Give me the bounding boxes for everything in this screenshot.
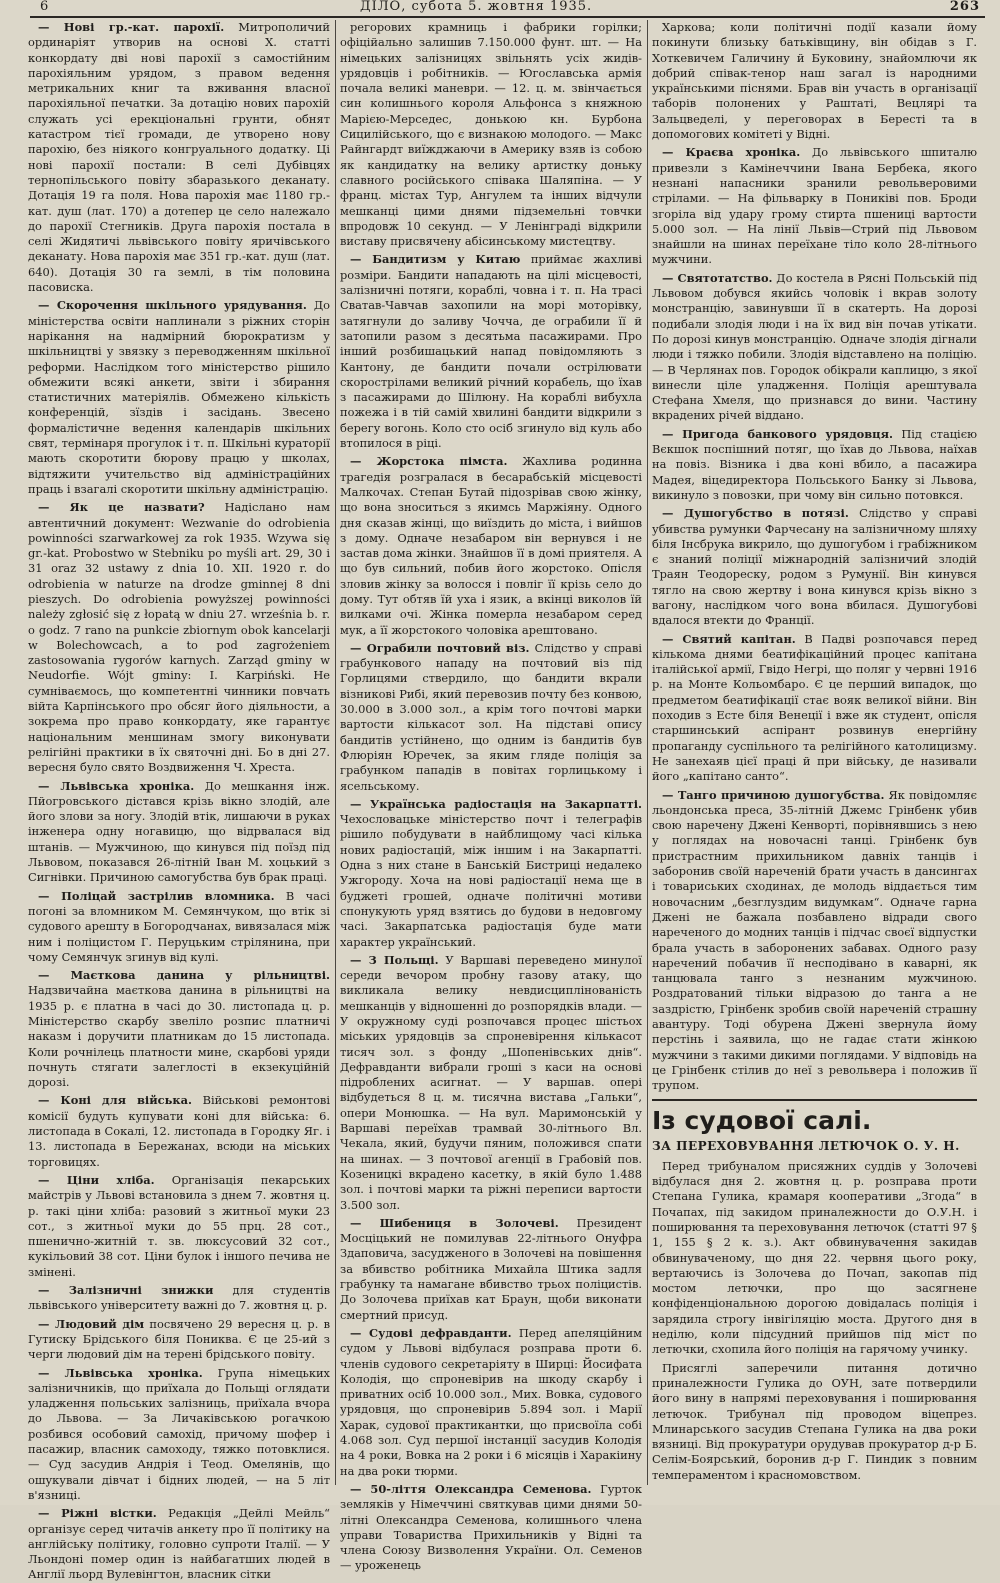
- page-number-right: 263: [949, 0, 980, 14]
- news-item-heading: — Людовий дім: [38, 1316, 145, 1331]
- news-item-heading: — Львівська хроніка.: [38, 1365, 203, 1380]
- news-item: [652, 632, 977, 785]
- news-item-heading: — Українська радіостація на Закарпатті.: [350, 796, 642, 811]
- column-2: [340, 20, 643, 1573]
- news-item: [28, 968, 330, 1090]
- page-number-left: 6: [40, 0, 50, 14]
- news-item-text: Митрополичий ординаріят утворив на основі X. статті конкордату дві нові парохії з самостійним парохіяльним урядом, з правом ведення метрикальних книг та вживання власної парохіяльної печатки. За дотацію нових парохій служать усі ерекціональні грунти, обнят катастром тієї громади, де утворено нову парохію, без ніякого конгруального додатку. Ці нові парохії постали: В селі Дубівцях тернопільського повіту збаразького деканату. Дотація 19 га поля. Нова парохія має 1180 гр.-кат. душ (лат. 170) а дотепер це село належало до парохії Стегників. Друга парохія постала в селі Жидятичі львівського повіту яричівського деканату. Нова парохія має 351 гр.-кат. душ (лат. 640). Дотація 30 га землі, в тім половина пасовиска.: [28, 20, 330, 295]
- news-item: [28, 500, 330, 775]
- news-item-text: Під стацією Вєкшок поспішний потяг, що їхав до Львова, наїхав на повіз. Візника і два коні вбило, а пасажира Мадея, віцедиректора Польського Банку зі Львова, викинуло з повозки, при чому він сильно потовкся.: [652, 426, 977, 502]
- news-item: [340, 1326, 642, 1479]
- column-3: [652, 20, 977, 1495]
- news-item: [28, 779, 330, 886]
- news-item-text: Надзвичайна маєткова данина в рільництві на 1935 р. є платна в часі до 30. листопада ц. р. Міністерство скарбу звеліло розпис платничі наказм і доручити платникам до 15 листопада. Коли рочнілець платности мине, скарбові уряди почнуть стягати залеглості в екзекуційній дорозі.: [28, 983, 330, 1090]
- news-item-heading: — Танго причиною душогубства.: [662, 787, 885, 802]
- news-item-text: Харкова; коли політичні події казали йому покинути близьку батьківщину, він обідав з Г. Хоткевичем Галичину й Буковину, знайомлючи як добрий співак-тенор наш загал із народними українськими піснями. Брав він участь в організації таборів полонених у Раштаті, Вецлярі та Зальцведелі, у переговорах в Бересті та в допомогових комітеті у Відні.: [652, 20, 977, 142]
- news-item-heading: — Ціни хліба.: [38, 1172, 155, 1187]
- news-item: [340, 20, 642, 249]
- news-item-text: Слідство у справі убивства румунки Фарчесану на залізничному шляху біля Інсбрука викрило, що душогубом і грабіжником є знаний поліції міжнародній залізничий злодій Траян Теодореску, родом з Румунії. Він кинувся тягло на свою жертву і вона кинувся крізь вікно з вагону, наслідком чого вона вбилася. Душогубові вдалося втекти до Франції.: [652, 506, 978, 628]
- news-item-text: До костела в Рясні Польській під Львовом добувся якийсь чоловік і вкрав золоту монстранцію, завинувши її в скатерть. На дорозі подибали злодія люди і на їх вид він почав утікати. По дорозі кинув монстранцію. Одначе злодія дігнали люди і тяжко побили. Злодія відставлено на поліцію. — В Черлянах пов. Городок обікрали каплицю, з якої винесли ціле уладження. Поліція арештувала Стефана Хмеля, що признався до вини. Частину вкрадених річей віддано.: [652, 270, 977, 423]
- court-paragraph: Перед трибуналом присяжних суддів у Золочеві відбулася дня 2. жовтня ц. р. розправа проти Степана Гулика, крамаря кооперативи „Згода“ в Почапах, під закидом приналежности до О.У.Н. і поширювання та переховування летючок (статті 97 § 1, 155 § 2 к. з.). Акт обвинувачення закидав обвинуваченому, що дня 22. червня цього року, вертаючись із Золочева до Почап, закопав під мостом летючки, про що засягнене конфіденціональною дорогою довідалась поліція і зарядила строгу інвігіляцію моста. Другого дня в неділю, коли підсудний прийшов під міст по летючки, схопила його поліція на гарячому учинку.: [652, 1158, 977, 1357]
- news-item-text: для студентів львівського університету важні до 7. жовтня ц. р.: [28, 1283, 330, 1313]
- news-item-heading: — Скорочення шкільного урядування.: [38, 298, 307, 313]
- court-section-heading: Із судової салі.: [652, 1099, 977, 1137]
- news-item: [28, 889, 330, 965]
- news-item-heading: — Пригода банкового урядовця.: [662, 426, 893, 441]
- news-item-heading: — Львівська хроніка.: [38, 778, 195, 793]
- news-item-heading: — Шибениця в Золочеві.: [350, 1215, 559, 1230]
- news-item: [340, 641, 642, 794]
- news-item-heading: — Бандитизм у Китаю: [350, 252, 521, 267]
- news-item-text: До міністерства освіти наплинали з ріжних сторін нарікання на надмірний бюрократизм у шкільництві у звязку з переводженням шкільної реформи. Наслідком того міністерство рішило обмежити всякі анкети, звіти і збирання статистичних матеріялів. Обмежено кількість конференцій, зїздів і засідань. Звесено формалістичне ведення календарів шкільних свят, термінаря прогулок і т. п. Шкільні кураторії мають скоротити бюрову працю у школах, відтяжити учительство від адміністраційних праць і взагалі скоротити шкільну адміністрацію.: [28, 298, 330, 496]
- news-item: [28, 1283, 330, 1314]
- news-item-heading: — 50-ліття Олександра Семенова.: [350, 1481, 592, 1496]
- news-item-text: В Падві розпочався перед кількома днями беатифікаційний процес капітана італійської армії, Гвідо Негрі, що поляг у червні 1916 р. на Монте Кольомбаро. Є це перший випадок, що предметом беатифікації стає вояк великої війни. Він походив з Есте біля Венеції і вже як студент, опісля старшинський аспірант розвинув енергійну пропаганду суспільного та релігійного католицизму. Не занехаяв цієї праці й при війську, де називали його „капітано санто“.: [652, 631, 978, 784]
- news-item-text: В часі погоні за вломником М. Семянчуком, що втік зі судового арешту в Богородчанах, вивязалася між ним і поліцистом Г. Перуцьким стрілянина, при чому Семянчук згинув від кулі.: [28, 888, 330, 964]
- news-item-text: Група німецьких залізничників, що приїхала до Польщі оглядати уладження польських залізниць, приїхала вчора до Львова. — За Личаківською рогачкою розбився особовий самохід, причому шофер і пасажир, власник самоходу, тяжко потовклися. — Суд засудив Андрія і Теод. Омелянів, що ошукували дівчат і бідних людей, — на 5 літ в'язниці.: [28, 1365, 330, 1502]
- news-item-text: Жахлива родинна трагедія розгралася в бесарабській місцевості Малкочах. Степан Бутай підозрівав свою жінку, що вона зноситься з якимсь Маржіяну. Одного дня сказав жінці, що виїздить до міста, і вийшов з дому. Одначе незабаром він вернувся і не застав дома жінки. Знайшов її в домі приятеля. А що був сильний, побив його жорстоко. Опісля зловив жінку за волосся і повліг її крізь село до дому. Тут обтяв їй уха і язик, а вкінці виколов їй вилками очі. Жінка померла незабаром серед мук, а її жорстокого чоловіка арештовано.: [340, 454, 642, 637]
- news-item: [28, 1317, 330, 1363]
- news-item-heading: — Нові гр.-кат. парохії.: [38, 20, 225, 34]
- news-item: [340, 252, 642, 451]
- masthead: [30, 0, 980, 16]
- news-item-text: Військові ремонтові комісії будуть купувати коні для війська: 6. листопада в Сокалі, 12. листопада в Городку Яг. і 13. листопада в Бережанах, всюди на міських торговицях.: [28, 1093, 330, 1169]
- news-item-text: Гурток земляків у Німеччині святкував цими днями 50-літні Олександра Семенова, колишнього члена управи Товариства Прихильників у Відні та члена Союзу Визволення України. Ол. Семенов — уроженець: [340, 1481, 642, 1573]
- news-item-text: До мешкання інж. Пйогровського дістався крізь вікно злодій, але його злови за ногу. Злодій втік, лишаючи в руках інженера одну ногавицю, що відрвалася від штанів. — Мужчиною, що кинувся під поїзд під Львовом, показався 26-літній Іван М. хоцький з Сигнівки. Причиною самогубства був брак праці.: [28, 778, 330, 885]
- news-item: [652, 788, 977, 1094]
- news-item: [652, 506, 977, 628]
- column-divider: [647, 20, 648, 1485]
- news-item: [28, 298, 330, 497]
- news-item: [652, 271, 977, 424]
- news-item: [652, 145, 977, 267]
- news-item-heading: — Як це назвати?: [38, 500, 205, 515]
- news-item-heading: — Маєткова данина у рільництві.: [38, 968, 330, 983]
- news-item-heading: — Жорстока пімста.: [350, 454, 508, 469]
- court-section-subheading: ЗА ПЕРЕХОВУВАННЯ ЛЕТЮЧОК О. У. Н.: [652, 1139, 960, 1154]
- news-item: [652, 427, 977, 503]
- news-item-heading: — Поліцай застрілив вломника.: [38, 888, 275, 903]
- news-item-text: У Варшаві переведено минулої середи вечором пробну газову атаку, що викликала велику невдисциплінованість мешканців у відношенні до розпорядків влади. — У окружному суді розпочався процес шістьох міських урядовців за спроневірення кількасот тисяч зол. з фонду „Шопенівських днів“. Дефравданти вибрали гроші з каси на основі підроблених асигнат. — У варшав. опері відбудеться 8 ц. м. тисячна вистава „Гальки“, опери Монюшка. — На вул. Маримонській у Варшаві переїхав трамвай 30-літнього Вл. Чекала, який, будучи пяним, положився спати на шинах. — З почтової агенції в Грабовій пов. Козеницкі вкрадено касетку, в якій було 1.488 зол. і почтові марки та ріжні переписи вартости 3.500 зол.: [340, 952, 642, 1212]
- news-item-text: До львівського шпиталю привезли з Камінеччини Івана Бербека, якого незнані напасники зранили револьверовими стрілами. — На фільварку в Пониківі пов. Броди згоріла від удару грому стирта пшениці вартости 5.000 зол. — На лінії Львів—Стрий під Львовом знайшли на шинах переїхане тіло коло 28-літнього мужчини.: [652, 145, 977, 267]
- news-item-heading: — Краєва хроніка.: [662, 145, 801, 160]
- news-item: [28, 1093, 330, 1169]
- news-item-text: Слідство у справі грабункового нападу на почтовий віз під Горлицями ствердило, що бандити вкрали візникові Рибі, який перевозив почту без конвою, 30.000 в 3.000 зол., а крім того почтові марки вартости кількасот зол. На підставі опису бандитів устійнено, що одним із бандитів був Флюріян Юречек, за яким гляде поліція за грабунком пападів в повітах горлицькому і ясельському.: [340, 640, 643, 793]
- news-item-text: посвячено 29 вересня ц. р. в Гутиску Брідського біля Пониква. Є це 25-ий з черги людовий дім на терені брідського повіту.: [28, 1316, 330, 1362]
- news-item-text: приймає жахливі розміри. Бандити нападають на цілі місцевості, залізничні потяги, кораблі, човна і т. п. На трасі Сватав-Чавчав захопили на морі моторівку, затягнули до заливу Чочча, де ограбили її й затопили разом з десятьма пасажирами. Про інший розбишацький напад повідомляють з Кантону, де бандити почали острілювати скорострілами великий річний корабель, що їхав з пасажирами до Шілюну. На кораблі вибухла пожежа і в тій самій хвилині бандити відкрили з берегу вогонь. Коло сто осіб згинуло від куль або втопилося в ріці.: [340, 252, 643, 451]
- news-item-text: Редакція „Дейлі Мейль“ організує серед читачів анкету про її політику на англійську політику, головно супроти Італії. — У Льондоні помер один із найбагатших людей в Англії льорд Вулевінгтон, власник сітки: [28, 1506, 330, 1582]
- news-item-heading: — Святотатство.: [662, 270, 773, 285]
- news-item: [340, 953, 642, 1213]
- news-item-text: Чехословацьке міністерство почт і телеграфів рішило побудувати в найблищому часі кілька нових радіостацій, між іншим і на Закарпатті. Одна з них стане в Банській Бистриці недалеко Ужгороду. Хоча на нові радіостації нема ще в буджеті грошей, одначе політичні мотиви спонукують уряд взятись до будови в недовгому часі. Закарпатська радіостація буде мати характер український.: [340, 812, 642, 949]
- news-item-heading: — Залізничні знижки: [38, 1283, 214, 1298]
- news-item-text: Як повідомляє льондонська преса, 35-літній Джемс Грінбенк убив свою наречену Джені Кенворті, порівнявшись з нею у поглядах на новочасні танці. Грінбенк був пристрастним прихильником давніх танців і заборонив своїй нареченій брати участь в дансингах і товариських сходинах, де молодь віддається тим новочасним „безглуздим видумкам“. Одначе гарна Джені не бажала позбавлено відради свого нареченого до модних танців і підчас своєї відпустки брала участь в заборонених забавах. Одного разу наречений побачив її несподівано в каварні, як танцювала танго з незнаним мужчиною. Роздратований тільки відразою до танга а не заздрістю, Грінбенк зробив своїй нареченій страшну авантуру. Тоді обурена Джені звернула йому перстінь і заявила, що не гадає стати жінкою мужчини з такими дикими поглядами. У відповідь на це Грінбенк стілив до неї з револьвера і положив її трупом.: [652, 787, 977, 1093]
- court-paragraph: Присяглі заперечили питання дотично приналежности Гулика до ОУН, зате потвердили його вину в напрямі переховування і поширювання летючок. Трибунал під проводом віцепрез. Млинарського засудив Степана Гулика на два роки вязниці. Від прокуратури орудував прокуратор д-р Б. Селім-Боярський, боронив д-р Г. Пиндик з повним темпераментом і красномовством.: [652, 1360, 977, 1482]
- masthead-rule: [30, 16, 985, 18]
- news-item-text: Перед апеляційним судом у Львові відбулася розправа проти 6. членів судового секретаріяту в Ширці: Йосифата Колодія, що спроневірив на шкоду скарбу і приватних осіб 10.000 зол., Мих. Вовка, судового урядовця, що спроневірив 5.894 зол. і Марії Харак, судової практикантки, що присвоїла собі 4.068 зол. Суд першої інстанції засудив Колодія на 4 роки, Вовка на 2 роки і 6 місяців і Харакіину на два роки тюрми.: [340, 1325, 642, 1478]
- column-divider: [335, 20, 336, 1485]
- news-item-heading: — Душогубство в потязі.: [662, 506, 849, 521]
- news-item-heading: — Ріжні вістки.: [38, 1506, 157, 1521]
- news-item: [340, 1216, 642, 1323]
- news-item-text: регорових крамниць і фабрики горілки; офіційально залишив 7.150.000 фунт. шт. — На німецьких залізницях звільнять усіх жидів-урядовців і робітників. — Югославська армія почала великі маневри. — 12. ц. м. звінчається син колишнього короля Альфонса з княжною Марією-Мерседес, донькою кн. Бурбона Сицилійського, що є визнакою молодого. — Макс Райнгардт виїжджаючи в Америку взяв із собою як кандидатку на велику артистку доньку славного російського співака Шаляпіна. — У франц. містах Тур, Ангулем та інших відчули мешканці цими днями підземельні товчки впродовж 10 секунд. — У Ленінграді відкрили виставу присвячену абісинському мистецтву.: [340, 20, 642, 249]
- news-item-text: Президент Мосціцький не помилував 22-літнього Онуфра Здаповича, засудженого в Золочеві на повішення за вбивство робітника Михайла Штика задля грабунку та намагане вбивство трьох поліцистів. До Золочева приїхав кат Браун, щоби виконати смертний присуд.: [340, 1215, 642, 1322]
- news-item: [28, 1173, 330, 1280]
- news-item-heading: — Ограбили почтовий віз.: [350, 640, 530, 655]
- news-item: [340, 797, 642, 950]
- news-item: [652, 20, 977, 142]
- news-item-heading: — Коні для війська.: [38, 1093, 192, 1108]
- news-item: [28, 20, 330, 295]
- news-item-heading: — Святий капітан.: [662, 631, 796, 646]
- news-item-heading: — Судові дефравданти.: [350, 1325, 512, 1340]
- news-item-text: Надіслано нам автентичний документ: Wezwanie do odrobienia powinności szarwarkowej za rok 1935. Wzywa się gr.-kat. Probostwo w Stebniku po myśli art. 29, 30 i 31 oraz 32 ustawy z dnia 10. XII. 1920 r. do odrobienia w naturze na drodze gminnej 8 dni pieszych. Do odrobienia powyższej powinności należy zgłosić się z łopatą w dniu 27. września b. r. o godz. 7 rano na punkcie zbiornym obok kancelarji w Bolechowcach, a to pod zagrożeniem zastosowania rygorów karnych. Zarząd gminy w Neudorfie. Wójt gminy: I. Karpiński. Не сумніваємось, що компетентні чинники повчать війта Карпінського про обсяг його діяльности, а зокрема про право конкордату, яке гарантує національним меншинам змогу виконувати релігійні практики в їх святочні дні. Бо в дні 27. вересня було свято Воздвиження Ч. Хреста.: [28, 500, 330, 775]
- news-item-text: Організація пекарських майстрів у Львові встановила з днем 7. жовтня ц. р. такі ціни хліба: разовий з житньої муки 23 сот., з житньої муки до 55 прц. 28 сот., пшенично-житній т. зв. люксусовий 32 сот., кукільовий 38 сот. Ціни булок і іншого печива не змінені.: [28, 1172, 330, 1279]
- news-item: [28, 1366, 330, 1504]
- news-item: [340, 1482, 642, 1574]
- column-1: [28, 20, 330, 1582]
- news-item: [28, 1506, 330, 1582]
- masthead-title: ДІЛО, субота 5. жовтня 1935.: [360, 0, 593, 14]
- news-item-heading: — З Польщі.: [350, 952, 439, 967]
- news-item: [340, 454, 642, 638]
